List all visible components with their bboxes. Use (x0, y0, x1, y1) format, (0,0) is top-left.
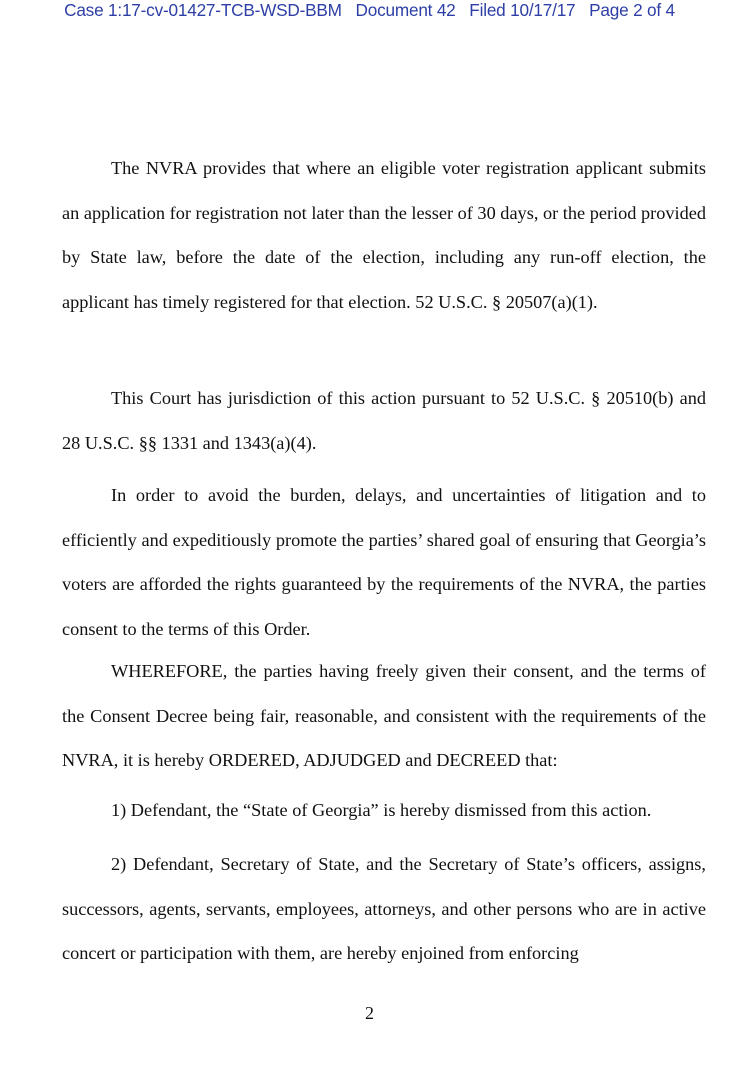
paragraph-jurisdiction: This Court has jurisdiction of this action pursuant to 52 U.S.C. § 20510(b) and 28 U.S.C. §§ 1331 and 1343(a)(4). (62, 388, 706, 453)
page-number: 2 (365, 1003, 374, 1023)
court-filing-header (0, 0, 739, 21)
page-label: Page 2 of 4 (589, 0, 675, 20)
paragraph-consent-purpose: In order to avoid the burden, delays, and uncertainties of litigation and to efficiently and expeditiously promote the parties’ shared goal of ensuring that Georgia’s voters are afforded the rights guaranteed by the requirements of the NVRA, the parties consent to the terms of this Order. (62, 485, 706, 639)
paragraph-order-item-1: 1) Defendant, the “State of Georgia” is hereby dismissed from this action. (111, 800, 652, 820)
document-number: Document 42 (355, 0, 456, 20)
paragraph-wherefore: WHEREFORE, the parties having freely given their consent, and the terms of the Consent Decree being fair, reasonable, and consistent with the requirements of the NVRA, it is hereby ORDERED, ADJUDGED and DECREED that: (62, 661, 706, 770)
paragraph-nvra-provision: The NVRA provides that where an eligible voter registration applicant submits an application for registration not later than the lesser of 30 days, or the period provided by State law, before the date of the election, including any run-off election, the applicant has timely registered for that election. 52 U.S.C. § 20507(a)(1). (62, 158, 706, 312)
paragraph-order-item-2: 2) Defendant, Secretary of State, and the Secretary of State’s officers, assigns, successors, agents, servants, employees, attorneys, and other persons who are in active concert or participation with them, are hereby enjoined from enforcing (62, 854, 706, 963)
filed-date: Filed 10/17/17 (469, 0, 576, 20)
case-number: Case 1:17-cv-01427-TCB-WSD-BBM (64, 0, 342, 20)
